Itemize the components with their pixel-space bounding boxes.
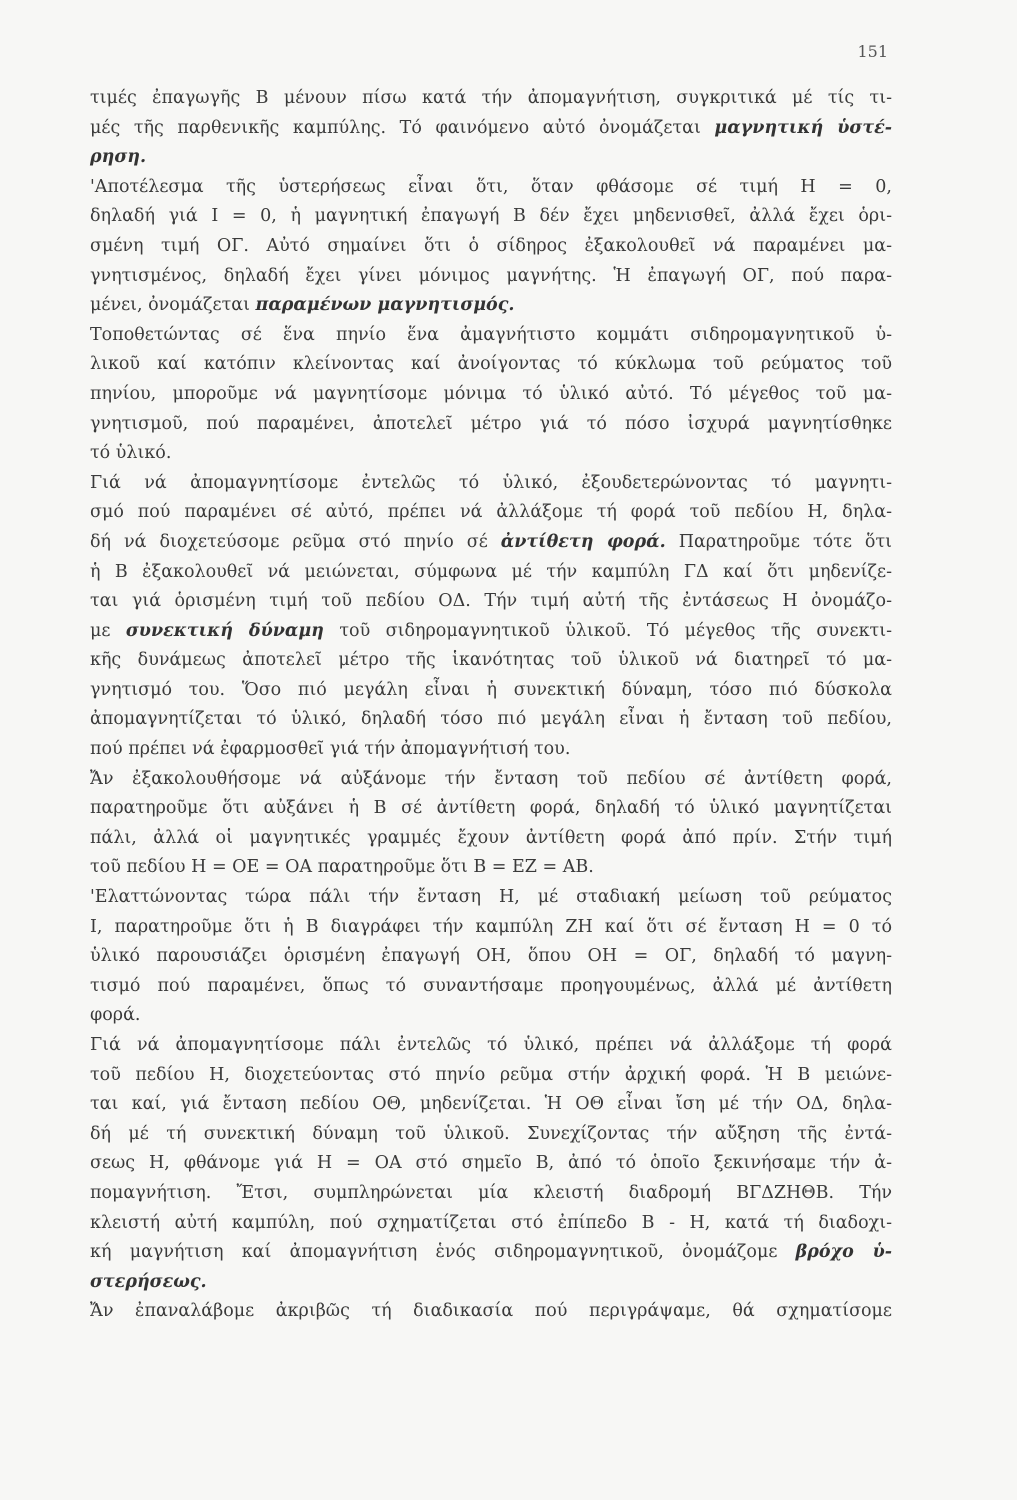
text-run: 'Αποτέλεσμα τῆς ὑστερήσεως εἶναι ὅτι, ὅταν φθάσομε σέ τιμή Η = 0, <box>90 176 892 197</box>
text-line <box>90 321 892 351</box>
text-run: γνητισμό του. Ὅσο πιό μεγάλη εἶναι ἡ συνεκτική δύναμη, τόσο πιό δύσκολα <box>90 679 892 700</box>
text-line <box>90 469 892 499</box>
text-line <box>90 735 892 765</box>
text-line <box>90 439 892 469</box>
emphasized-term: βρόχο ὑ- <box>795 1242 892 1263</box>
text-run: με <box>90 620 126 641</box>
text-line <box>90 587 892 617</box>
text-run: τισμό πού παραμένει, ὅπως τό συναντήσαμε προηγουμένως, ἀλλά μέ ἀντίθετη <box>90 975 892 996</box>
text-line <box>90 646 892 676</box>
text-line <box>90 498 892 528</box>
text-line <box>90 291 892 321</box>
text-run: κῆς δυνάμεως ἀποτελεῖ μέτρο τῆς ἱκανότητας τοῦ ὑλικοῦ νά διατηρεῖ τό μα- <box>90 650 892 671</box>
text-run: ὑλικό παρουσιάζει ὁρισμένη ἐπαγωγή ΟΗ, ὅπου ΟΗ = ΟΓ, δηλαδή τό μαγνη- <box>90 946 892 967</box>
text-line <box>90 676 892 706</box>
text-line <box>90 853 892 883</box>
text-run: Γιά νά ἀπομαγνητίσομε ἐντελῶς τό ὑλικό, ἐξουδετερώνοντας τό μαγνητι- <box>90 472 892 493</box>
text-line <box>90 410 892 440</box>
text-run: γνητισμένος, δηλαδή ἔχει γίνει μόνιμος μαγνήτης. Ἡ ἐπαγωγή ΟΓ, πού παρα- <box>90 265 892 286</box>
text-run: Ι, παρατηροῦμε ὅτι ἡ Β διαγράφει τήν καμπύλη ΖΗ καί ὅτι σέ ἔνταση Η = 0 τό <box>90 916 892 937</box>
text-line <box>90 143 892 173</box>
emphasized-term: συνεκτική δύναμη <box>125 620 324 641</box>
text-run: τό ὑλικό. <box>90 443 172 464</box>
text-run: κλειστή αὐτή καμπύλη, πού σχηματίζεται στό ἐπίπεδο Β - Η, κατά τή διαδοχι- <box>90 1212 892 1233</box>
text-line <box>90 972 892 1002</box>
text-line <box>90 558 892 588</box>
text-run: ἀπομαγνητίζεται τό ὑλικό, δηλαδή τόσο πιό μεγάλη εἶναι ἡ ἔνταση τοῦ πεδίου, <box>90 709 892 730</box>
text-line <box>90 114 892 144</box>
text-run: σμένη τιμή ΟΓ. Αὐτό σημαίνει ὅτι ὁ σίδηρος ἐξακολουθεῖ νά παραμένει μα- <box>90 235 892 256</box>
emphasized-term: ἀντίθετη φορά. <box>500 531 666 552</box>
text-line <box>90 1001 892 1031</box>
text-run: λικοῦ καί κατόπιν κλείνοντας καί ἀνοίγοντας τό κύκλωμα τοῦ ρεύματος τοῦ <box>90 354 892 375</box>
text-run: μένει, ὀνομάζεται <box>90 295 256 316</box>
page-body-text <box>90 84 892 1327</box>
text-run: τοῦ πεδίου Η = ΟΕ = ΟΑ παρατηροῦμε ὅτι Β = ΕΖ = ΑΒ. <box>90 857 594 878</box>
emphasized-term: παραμένων μαγνητισμός. <box>255 295 515 316</box>
text-line <box>90 1238 892 1268</box>
text-line <box>90 1179 892 1209</box>
text-line <box>90 1209 892 1239</box>
text-line <box>90 794 892 824</box>
text-line <box>90 1031 892 1061</box>
text-run: Παρατηροῦμε τότε ὅτι <box>665 531 892 552</box>
text-run: Γιά νά ἀπομαγνητίσομε πάλι ἐντελῶς τό ὑλικό, πρέπει νά ἀλλάξομε τή φορά <box>90 1035 892 1055</box>
text-line <box>90 232 892 262</box>
text-line <box>90 380 892 410</box>
text-run: τοῦ σιδηρομαγνητικοῦ ὑλικοῦ. Τό μέγεθος τῆς συνεκτι- <box>323 620 892 641</box>
text-run: δή νά διοχετεύσομε ρεῦμα στό πηνίο σέ <box>90 531 501 552</box>
text-line <box>90 84 892 114</box>
text-line <box>90 824 892 854</box>
text-line <box>90 913 892 943</box>
text-run: πηνίου, μποροῦμε νά μαγνητίσομε μόνιμα τό ὑλικό αὐτό. Τό μέγεθος τοῦ μα- <box>90 383 892 404</box>
text-line <box>90 1120 892 1150</box>
emphasized-term: ρηση. <box>90 147 147 168</box>
text-run: ται καί, γιά ἔνταση πεδίου ΟΘ, μηδενίζεται. Ἡ ΟΘ εἶναι ἴση μέ τήν ΟΔ, δηλα- <box>90 1094 892 1115</box>
text-run: δή μέ τή συνεκτική δύναμη τοῦ ὑλικοῦ. Συνεχίζοντας τήν αὔξηση τῆς ἐντά- <box>90 1123 892 1144</box>
text-line <box>90 1061 892 1091</box>
text-line <box>90 765 892 795</box>
text-run: ἡ Β ἐξακολουθεῖ νά μειώνεται, σύμφωνα μέ τήν καμπύλη ΓΔ καί ὅτι μηδενίζε- <box>90 561 892 582</box>
text-line <box>90 705 892 735</box>
text-run: τιμές ἐπαγωγῆς Β μένουν πίσω κατά τήν ἀπομαγνήτιση, συγκριτικά μέ τίς τι- <box>90 88 892 108</box>
text-run: πομαγνήτιση. Ἔτσι, συμπληρώνεται μία κλειστή διαδρομή ΒΓΔΖΗΘΒ. Τήν <box>90 1182 892 1203</box>
text-run: ται γιά ὁρισμένη τιμή τοῦ πεδίου ΟΔ. Τήν τιμή αὐτή τῆς ἐντάσεως Η ὀνομάζο- <box>90 591 892 612</box>
text-run: τοῦ πεδίου Η, διοχετεύοντας στό πηνίο ρεῦμα στήν ἀρχική φορά. Ἡ Β μειώνε- <box>90 1064 892 1085</box>
text-run: πάλι, ἀλλά οἱ μαγνητικές γραμμές ἔχουν ἀντίθετη φορά ἀπό πρίν. Στήν τιμή <box>90 827 892 848</box>
text-run: Ἄν ἐξακολουθήσομε νά αὐξάνομε τήν ἔνταση τοῦ πεδίου σέ ἀντίθετη φορά, <box>90 768 892 789</box>
text-run: φορά. <box>90 1005 141 1026</box>
text-line <box>90 1090 892 1120</box>
text-run: σεως Η, φθάνομε γιά Η = ΟΑ στό σημεῖο Β, ἀπό τό ὁποῖο ξεκινήσαμε τήν ἀ- <box>90 1153 892 1174</box>
text-run: 'Ελαττώνοντας τώρα πάλι τήν ἔνταση Η, μέ σταδιακή μείωση τοῦ ρεύματος <box>90 887 892 908</box>
text-line <box>90 202 892 232</box>
text-line <box>90 350 892 380</box>
text-run: σμό πού παραμένει σέ αὐτό, πρέπει νά ἀλλάξομε τή φορά τοῦ πεδίου Η, δηλα- <box>90 502 892 523</box>
text-line <box>90 883 892 913</box>
page-number: 151 <box>857 42 888 61</box>
text-line <box>90 173 892 203</box>
text-line <box>90 1268 892 1298</box>
text-line <box>90 1297 892 1327</box>
text-run: παρατηροῦμε ὅτι αὐξάνει ἡ Β σέ ἀντίθετη φορά, δηλαδή τό ὑλικό μαγνητίζεται <box>90 798 892 819</box>
text-line <box>90 262 892 292</box>
text-run: Τοποθετώντας σέ ἕνα πηνίο ἕνα ἀμαγνήτιστο κομμάτι σιδηρομαγνητικοῦ ὑ- <box>90 324 892 345</box>
emphasized-term: μαγνητική ὑστέ- <box>714 117 892 138</box>
text-run: πού πρέπει νά ἐφαρμοσθεῖ γιά τήν ἀπομαγνήτισή του. <box>90 739 571 760</box>
text-line <box>90 528 892 558</box>
text-run: Ἄν ἐπαναλάβομε ἀκριβῶς τή διαδικασία πού περιγράψαμε, θά σχηματίσομε <box>90 1301 892 1322</box>
text-run: γνητισμοῦ, πού παραμένει, ἀποτελεῖ μέτρο γιά τό πόσο ἰσχυρά μαγνητίσθηκε <box>90 413 892 434</box>
text-run: κή μαγνήτιση καί ἀπομαγνήτιση ἑνός σιδηρομαγνητικοῦ, ὀνομάζομε <box>90 1242 796 1263</box>
text-line <box>90 942 892 972</box>
text-line <box>90 617 892 647</box>
text-line <box>90 1149 892 1179</box>
text-run: δηλαδή γιά Ι = 0, ἡ μαγνητική ἐπαγωγή Β δέν ἔχει μηδενισθεῖ, ἀλλά ἔχει ὁρι- <box>90 206 892 227</box>
emphasized-term: στερήσεως. <box>90 1271 207 1292</box>
text-run: μές τῆς παρθενικῆς καμπύλης. Τό φαινόμενο αὐτό ὀνομάζεται <box>90 117 715 138</box>
